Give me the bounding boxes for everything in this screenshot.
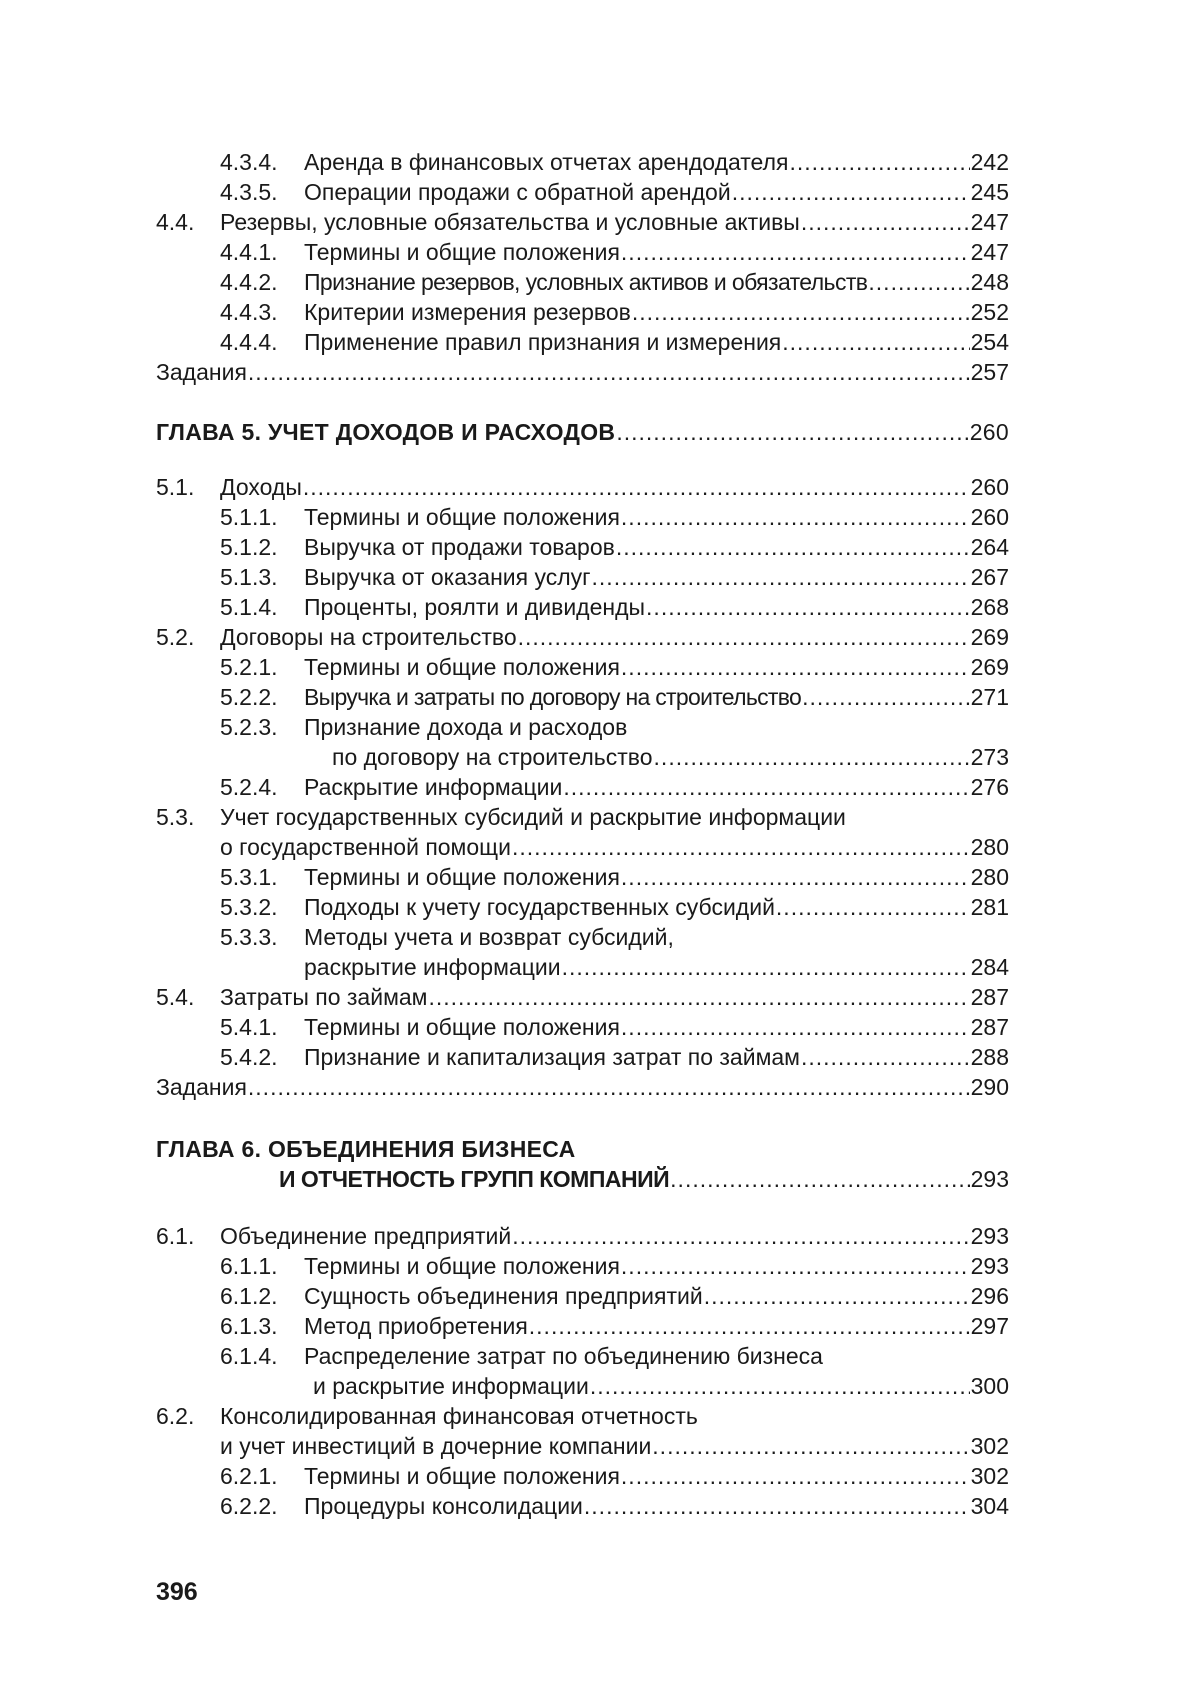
toc-page-number: 264 — [970, 534, 1009, 560]
toc-page-number: 273 — [970, 744, 1009, 770]
toc-leader — [646, 592, 970, 622]
toc-entry — [156, 1072, 1009, 1102]
toc-entry — [156, 592, 1009, 622]
toc-title: Термины и общие положения — [304, 239, 620, 265]
toc-entry — [156, 1491, 1009, 1521]
toc-page-number: 281 — [970, 894, 1009, 920]
toc-leader — [801, 207, 970, 237]
toc-title: Консолидированная финансовая отчетность — [220, 1403, 698, 1429]
toc-title-line2: и раскрытие информации — [313, 1373, 589, 1399]
toc-title: Учет государственных субсидий и раскрытие информации — [220, 804, 846, 830]
toc-leader — [732, 177, 970, 207]
toc-leader — [670, 1164, 969, 1194]
toc-chapter-title-line2: И ОТЧЕТНОСТЬ ГРУПП КОМПАНИЙ — [279, 1166, 670, 1192]
toc-chapter-title: ГЛАВА 5. УЧЕТ ДОХОДОВ И РАСХОДОВ — [156, 419, 616, 445]
toc-title: Операции продажи с обратной арендой — [304, 179, 731, 205]
toc-leader — [621, 237, 970, 267]
toc-page-number: 254 — [970, 329, 1009, 355]
toc-entry — [156, 502, 1009, 532]
toc-entry — [156, 1461, 1009, 1491]
toc-entry — [156, 652, 1009, 682]
toc-page-number: 260 — [970, 504, 1009, 530]
toc-entry — [156, 982, 1009, 1012]
toc-number: 5.4. — [156, 984, 195, 1010]
toc-page-number: 287 — [970, 1014, 1009, 1040]
toc-page-number: 247 — [970, 239, 1009, 265]
toc-number: 5.3. — [156, 804, 195, 830]
toc-number: 6.1.4. — [220, 1343, 278, 1369]
toc-title: Выручка от оказания услуг — [304, 564, 591, 590]
toc-entry-continuation — [156, 832, 1009, 862]
toc-leader — [621, 502, 970, 532]
toc-number: 4.3.5. — [220, 179, 278, 205]
toc-number: 6.1. — [156, 1223, 195, 1249]
toc-page-number: 280 — [970, 834, 1009, 860]
toc-number: 6.2.1. — [220, 1463, 278, 1489]
toc-leader — [616, 532, 970, 562]
toc-number: 5.3.2. — [220, 894, 278, 920]
toc-page-number: 280 — [970, 864, 1009, 890]
toc-leader — [801, 1042, 970, 1072]
toc-entry — [156, 922, 1009, 952]
toc-entry — [156, 1042, 1009, 1072]
toc-entry — [156, 327, 1009, 357]
toc-title: Распределение затрат по объединению бизнеса — [304, 1343, 823, 1369]
toc-entry — [156, 772, 1009, 802]
toc-leader — [704, 1281, 970, 1311]
toc-leader — [632, 297, 970, 327]
toc-page-number: 287 — [970, 984, 1009, 1010]
toc-entry — [156, 472, 1009, 502]
toc-title: Задания — [156, 359, 247, 385]
toc-entry — [156, 1012, 1009, 1042]
toc-number: 6.2. — [156, 1403, 195, 1429]
toc-leader — [563, 772, 969, 802]
toc-leader — [616, 417, 968, 447]
toc-page-number: 293 — [970, 1166, 1009, 1192]
toc-page-number: 248 — [970, 269, 1009, 295]
toc-entry — [156, 712, 1009, 742]
toc-entry-continuation — [156, 952, 1009, 982]
toc-title-line2: раскрытие информации — [304, 954, 561, 980]
toc-number: 5.1.1. — [220, 504, 278, 530]
toc-leader — [248, 1072, 970, 1102]
toc-title: Задания — [156, 1074, 247, 1100]
toc-chapter-title: ГЛАВА 6. ОБЪЕДИНЕНИЯ БИЗНЕСА — [156, 1136, 576, 1162]
toc-leader — [621, 1012, 970, 1042]
toc-entry-continuation — [156, 1371, 1009, 1401]
toc-leader — [802, 682, 970, 712]
toc-page-number: 302 — [970, 1463, 1009, 1489]
toc-number: 5.2.3. — [220, 714, 278, 740]
toc-number: 4.4.2. — [220, 269, 278, 295]
toc-leader — [592, 562, 970, 592]
toc-page-number: 268 — [970, 594, 1009, 620]
toc-title: Термины и общие положения — [304, 654, 620, 680]
toc-chapter — [156, 417, 1009, 447]
toc-entry — [156, 1251, 1009, 1281]
toc-page-number: 276 — [970, 774, 1009, 800]
toc-page-number: 304 — [970, 1493, 1009, 1519]
toc-leader — [303, 472, 970, 502]
toc-leader — [776, 892, 970, 922]
toc-chapter — [156, 1134, 1009, 1164]
toc-title: Термины и общие положения — [304, 864, 620, 890]
page-number: 396 — [156, 1578, 198, 1606]
toc-leader — [518, 622, 970, 652]
toc-page-number: 252 — [970, 299, 1009, 325]
toc-entry — [156, 1281, 1009, 1311]
toc-entry-continuation — [156, 742, 1009, 772]
toc-leader — [654, 742, 970, 772]
toc-leader — [512, 832, 970, 862]
toc-number: 5.1.2. — [220, 534, 278, 560]
toc-number: 5.4.1. — [220, 1014, 278, 1040]
toc-page-number: 297 — [970, 1313, 1009, 1339]
toc-entry — [156, 357, 1009, 387]
toc-entry — [156, 682, 1009, 712]
toc-title: Критерии измерения резервов — [304, 299, 631, 325]
toc-entry — [156, 177, 1009, 207]
toc-number: 6.1.2. — [220, 1283, 278, 1309]
toc-title-line2: и учет инвестиций в дочерние компании — [220, 1433, 652, 1459]
toc-entry — [156, 892, 1009, 922]
toc-title: Признание резервов, условных активов и обязательств — [304, 269, 868, 295]
toc-entry — [156, 1401, 1009, 1431]
toc-leader — [428, 982, 969, 1012]
toc-title: Резервы, условные обязательства и условные активы — [220, 209, 800, 235]
toc-leader — [529, 1311, 970, 1341]
toc-page-number: 260 — [969, 419, 1009, 445]
toc-leader — [621, 862, 970, 892]
toc-page-number: 269 — [970, 654, 1009, 680]
toc-number: 5.3.3. — [220, 924, 278, 950]
toc-number: 4.3.4. — [220, 149, 278, 175]
toc-number: 5.2.1. — [220, 654, 278, 680]
toc-leader — [512, 1221, 969, 1251]
toc-number: 5.1.4. — [220, 594, 278, 620]
toc-leader — [584, 1491, 970, 1521]
toc-page-number: 290 — [970, 1074, 1009, 1100]
toc-leader — [621, 652, 970, 682]
toc-title: Признание дохода и расходов — [304, 714, 628, 740]
toc-title: Проценты, роялти и дивиденды — [304, 594, 646, 620]
toc-page-number: 296 — [970, 1283, 1009, 1309]
toc-number: 5.2. — [156, 624, 195, 650]
toc-entry — [156, 207, 1009, 237]
toc-number: 4.4.1. — [220, 239, 278, 265]
toc-title: Раскрытие информации — [304, 774, 563, 800]
toc-number: 5.4.2. — [220, 1044, 278, 1070]
toc-number: 6.1.3. — [220, 1313, 278, 1339]
toc-number: 5.2.2. — [220, 684, 278, 710]
toc-leader — [590, 1371, 970, 1401]
toc-page-number: 242 — [970, 149, 1009, 175]
toc-title: Сущность объединения предприятий — [304, 1283, 703, 1309]
toc-entry — [156, 147, 1009, 177]
toc-entry — [156, 1341, 1009, 1371]
toc-title: Затраты по займам — [220, 984, 428, 1010]
toc-entry — [156, 1311, 1009, 1341]
toc-chapter-continuation — [156, 1164, 1009, 1194]
toc-title-line2: по договору на строительство — [332, 744, 653, 770]
toc-leader — [789, 147, 969, 177]
toc-entry — [156, 237, 1009, 267]
toc-page-number: 260 — [970, 474, 1009, 500]
toc-page-number: 288 — [970, 1044, 1009, 1070]
toc-title: Выручка и затраты по договору на строительство — [304, 684, 802, 710]
toc-number: 5.1.3. — [220, 564, 278, 590]
toc-title: Признание и капитализация затрат по займам — [304, 1044, 800, 1070]
toc-title: Термины и общие положения — [304, 504, 620, 530]
table-of-contents — [156, 147, 1009, 1521]
toc-number: 4.4.4. — [220, 329, 278, 355]
toc-entry — [156, 802, 1009, 832]
toc-title: Термины и общие положения — [304, 1253, 620, 1279]
toc-page-number: 284 — [970, 954, 1009, 980]
toc-leader — [782, 327, 969, 357]
toc-number: 6.1.1. — [220, 1253, 278, 1279]
toc-page-number: 269 — [970, 624, 1009, 650]
toc-leader — [621, 1251, 970, 1281]
toc-number: 4.4.3. — [220, 299, 278, 325]
toc-entry — [156, 862, 1009, 892]
toc-page-number: 300 — [970, 1373, 1009, 1399]
toc-leader — [621, 1461, 970, 1491]
toc-page-number: 245 — [970, 179, 1009, 205]
toc-entry — [156, 532, 1009, 562]
toc-entry — [156, 622, 1009, 652]
toc-number: 5.2.4. — [220, 774, 278, 800]
toc-page-number: 293 — [970, 1223, 1009, 1249]
toc-title: Термины и общие положения — [304, 1014, 620, 1040]
toc-number: 4.4. — [156, 209, 195, 235]
toc-title: Методы учета и возврат субсидий, — [304, 924, 674, 950]
toc-title: Метод приобретения — [304, 1313, 528, 1339]
toc-entry-continuation — [156, 1431, 1009, 1461]
toc-number: 6.2.2. — [220, 1493, 278, 1519]
toc-title: Выручка от продажи товаров — [304, 534, 615, 560]
toc-entry — [156, 267, 1009, 297]
toc-leader — [652, 1431, 969, 1461]
toc-title: Подходы к учету государственных субсидий — [304, 894, 775, 920]
toc-entry — [156, 1221, 1009, 1251]
toc-title: Доходы — [220, 474, 302, 500]
toc-number: 5.3.1. — [220, 864, 278, 890]
toc-page-number: 267 — [970, 564, 1009, 590]
toc-title: Применение правил признания и измерения — [304, 329, 782, 355]
toc-leader — [868, 267, 969, 297]
toc-title: Термины и общие положения — [304, 1463, 620, 1489]
toc-number: 5.1. — [156, 474, 195, 500]
toc-page-number: 302 — [970, 1433, 1009, 1459]
toc-page-number: 271 — [970, 684, 1009, 710]
toc-page-number: 293 — [970, 1253, 1009, 1279]
toc-title-line2: о государственной помощи — [220, 834, 511, 860]
toc-title: Аренда в финансовых отчетах арендодателя — [304, 149, 789, 175]
toc-title: Процедуры консолидации — [304, 1493, 583, 1519]
toc-page-number: 257 — [970, 359, 1009, 385]
toc-entry — [156, 297, 1009, 327]
toc-title: Объединение предприятий — [220, 1223, 512, 1249]
toc-entry — [156, 562, 1009, 592]
toc-title: Договоры на строительство — [220, 624, 517, 650]
toc-leader — [248, 357, 970, 387]
toc-leader — [562, 952, 970, 982]
toc-page-number: 247 — [970, 209, 1009, 235]
